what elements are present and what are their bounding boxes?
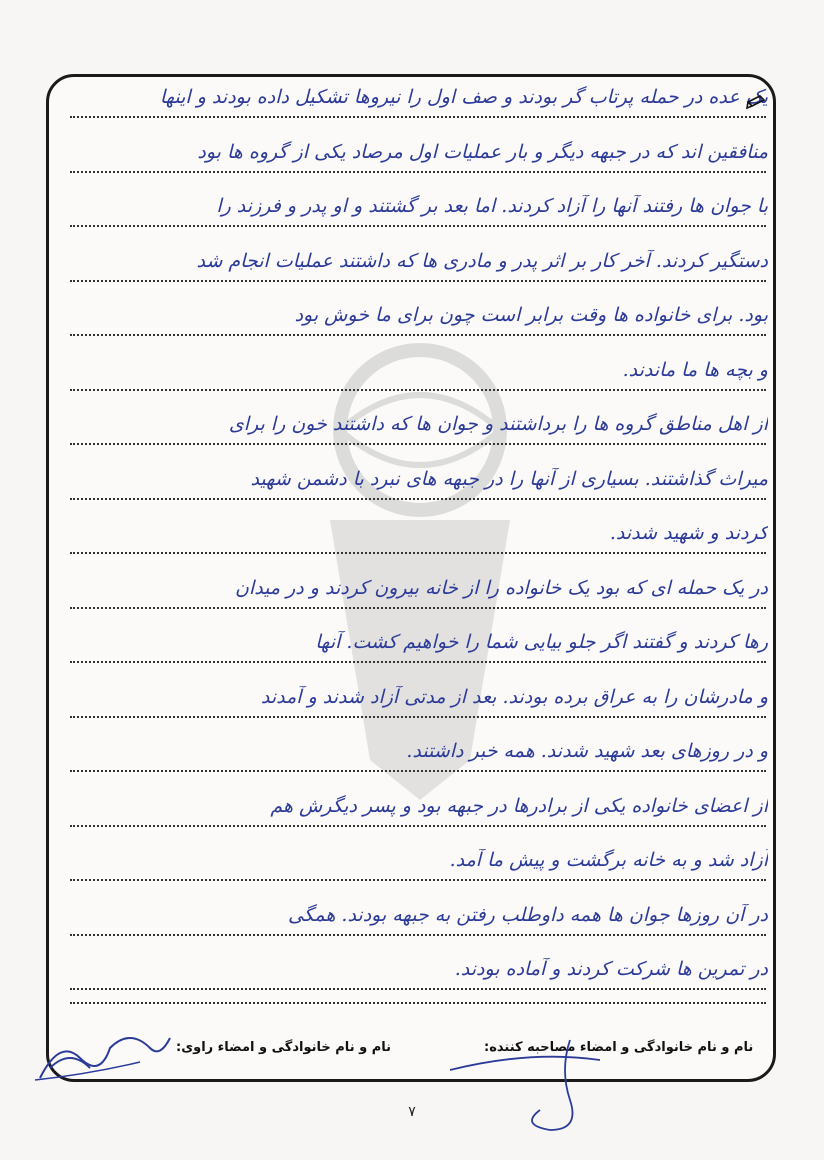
interviewer-signature bbox=[440, 1030, 620, 1140]
handwritten-line: میراث گذاشتند. بسیاری از آنها را در جبهه های نبرد با دشمن شهید bbox=[250, 468, 768, 490]
handwritten-line: یک عده در حمله پرتاب گر بودند و صف اول را نیروها تشکیل داده بودند و اینها bbox=[159, 86, 768, 108]
handwritten-line: بود. برای خانواده ها وقت برابر است چون برای ما خوش بود bbox=[294, 304, 768, 326]
handwritten-line: دستگیر کردند. آخر کار بر اثر پدر و مادری ها که داشتند عملیات انجام شد bbox=[196, 250, 768, 272]
handwritten-line: در یک حمله ای که بود یک خانواده را از خانه بیرون کردند و در میدان bbox=[234, 577, 768, 599]
ruled-line bbox=[70, 1002, 766, 1004]
handwritten-line: از اهل مناطق گروه ها را برداشتند و جوان ها که داشتند خون را برای bbox=[228, 413, 768, 435]
handwritten-line: و در روزهای بعد شهید شدند. همه خبر داشتند. bbox=[406, 740, 768, 762]
handwritten-line: در آن روزها جوان ها همه داوطلب رفتن به جبهه بودند. همگی bbox=[288, 904, 768, 926]
page-number: ۷ bbox=[408, 1104, 416, 1120]
handwritten-line: کردند و شهید شدند. bbox=[609, 522, 768, 544]
handwritten-line: منافقین اند که در جبهه دیگر و بار عملیات اول مرصاد یکی از گروه ها بود bbox=[197, 141, 768, 163]
handwritten-line: و مادرشان را به عراق برده بودند. بعد از مدتی آزاد شدند و آمدند bbox=[260, 686, 768, 708]
handwritten-line: آزاد شد و به خانه برگشت و پیش ما آمد. bbox=[449, 849, 768, 871]
narrator-signature-label: نام و نام خانوادگی و امضاء راوی: bbox=[176, 1040, 391, 1055]
handwritten-line: از اعضای خانواده یکی از برادرها در جبهه بود و پسر دیگرش هم bbox=[270, 795, 768, 817]
handwritten-line: با جوان ها رفتند آنها را آزاد کردند. اما بعد بر گشتند و او پدر و فرزند را bbox=[216, 195, 768, 217]
emblem-watermark bbox=[300, 340, 540, 800]
interviewer-signature-label: نام و نام خانوادگی و امضاء مصاحبه کننده: bbox=[484, 1040, 754, 1055]
handwritten-line: در تمرین ها شرکت کردند و آماده بودند. bbox=[454, 958, 768, 980]
handwritten-line: و بچه ها ما ماندند. bbox=[622, 359, 768, 381]
narrator-signature bbox=[30, 1018, 180, 1088]
handwritten-line: رها کردند و گفتند اگر جلو بیایی شما را خواهیم کشت. آنها bbox=[315, 631, 768, 653]
pencil-icon bbox=[746, 94, 766, 110]
